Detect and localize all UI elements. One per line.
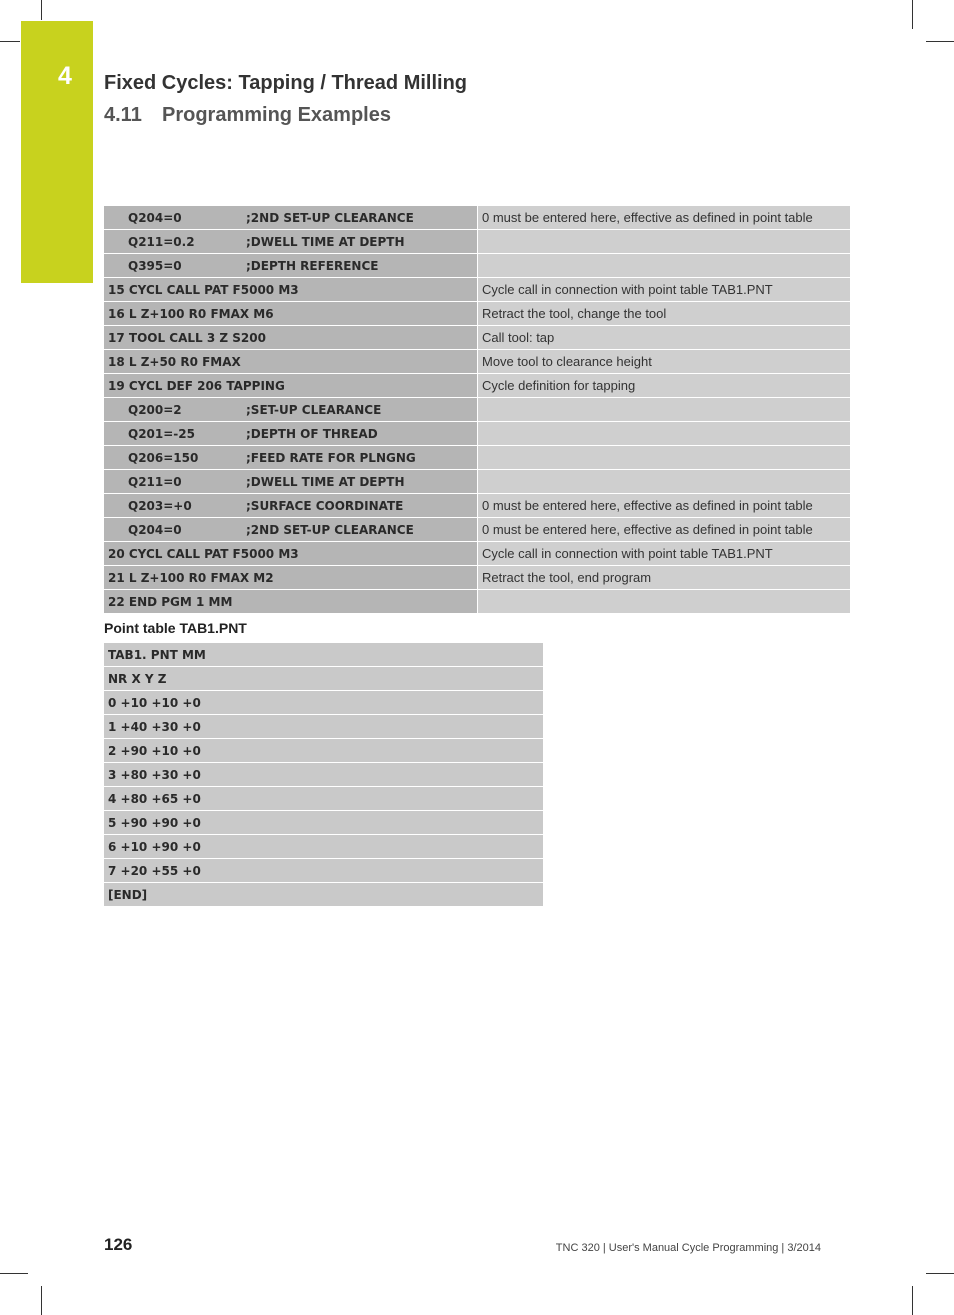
program-code-cell [104, 398, 477, 421]
program-row [104, 470, 850, 493]
program-description-cell [478, 470, 850, 493]
program-description-cell: Retract the tool, end program [478, 566, 850, 589]
program-row [104, 518, 850, 541]
point-table-heading: Point table TAB1.PNT [104, 620, 247, 636]
program-description-cell: 0 must be entered here, effective as defined in point table [478, 206, 850, 229]
nc-code: 20 CYCL CALL PAT F5000 M3 [108, 546, 299, 561]
chapter-number: 4 [58, 62, 72, 90]
program-code-cell [104, 374, 477, 397]
program-code-cell [104, 518, 477, 541]
crop-mark [0, 1273, 28, 1274]
program-description-cell: Cycle call in connection with point table TAB1.PNT [478, 278, 850, 301]
program-description-cell [478, 230, 850, 253]
program-row [104, 278, 850, 301]
program-row [104, 254, 850, 277]
nc-code: Q204=0 [128, 210, 182, 225]
program-code-cell [104, 566, 477, 589]
program-table [104, 206, 850, 614]
nc-code: Q201=-25 [128, 426, 195, 441]
program-description-cell: 0 must be entered here, effective as defined in point table [478, 494, 850, 517]
program-code-cell [104, 254, 477, 277]
program-code-cell [104, 494, 477, 517]
chapter-tab [21, 21, 93, 283]
crop-mark [912, 0, 913, 29]
nc-comment: ;FEED RATE FOR PLNGNG [246, 450, 416, 465]
program-description-cell [478, 254, 850, 277]
point-table-row: 0 +10 +10 +0 [104, 691, 543, 714]
crop-mark [926, 41, 954, 42]
program-description-cell: 0 must be entered here, effective as defined in point table [478, 518, 850, 541]
nc-code: 21 L Z+100 R0 FMAX M2 [108, 570, 274, 585]
nc-code: 15 CYCL CALL PAT F5000 M3 [108, 282, 299, 297]
nc-code: 19 CYCL DEF 206 TAPPING [108, 378, 285, 393]
point-table-row: 4 +80 +65 +0 [104, 787, 543, 810]
nc-comment: ;2ND SET-UP CLEARANCE [246, 210, 414, 225]
nc-code: Q204=0 [128, 522, 182, 537]
program-row [104, 326, 850, 349]
crop-mark [926, 1273, 954, 1274]
nc-code: 17 TOOL CALL 3 Z S200 [108, 330, 266, 345]
nc-code: Q206=150 [128, 450, 199, 465]
program-description-cell [478, 446, 850, 469]
program-description-cell: Cycle call in connection with point table TAB1.PNT [478, 542, 850, 565]
crop-mark [41, 1286, 42, 1315]
nc-code: Q200=2 [128, 402, 182, 417]
point-table-row: 2 +90 +10 +0 [104, 739, 543, 762]
program-code-cell [104, 302, 477, 325]
program-description-cell: Retract the tool, change the tool [478, 302, 850, 325]
program-code-cell [104, 206, 477, 229]
point-table-row: 6 +10 +90 +0 [104, 835, 543, 858]
program-row [104, 566, 850, 589]
nc-code: Q211=0.2 [128, 234, 195, 249]
nc-comment: ;DEPTH REFERENCE [246, 258, 379, 273]
program-code-cell [104, 350, 477, 373]
program-row [104, 350, 850, 373]
point-table [104, 643, 543, 907]
crop-mark [0, 41, 20, 42]
program-description-cell: Move tool to clearance height [478, 350, 850, 373]
program-code-cell [104, 278, 477, 301]
program-description-cell: Cycle definition for tapping [478, 374, 850, 397]
program-description-cell [478, 398, 850, 421]
nc-comment: ;SURFACE COORDINATE [246, 498, 404, 513]
nc-comment: ;SET-UP CLEARANCE [246, 402, 382, 417]
program-description-cell [478, 422, 850, 445]
program-row [104, 542, 850, 565]
program-row [104, 590, 850, 613]
program-row [104, 230, 850, 253]
page-number: 126 [104, 1235, 133, 1254]
nc-code: 18 L Z+50 R0 FMAX [108, 354, 241, 369]
footer-text: TNC 320 | User's Manual Cycle Programming | 3/2014 [555, 1242, 821, 1254]
program-row [104, 206, 850, 229]
program-code-cell [104, 326, 477, 349]
program-code-cell [104, 446, 477, 469]
point-table-row: 7 +20 +55 +0 [104, 859, 543, 882]
nc-comment: ;2ND SET-UP CLEARANCE [246, 522, 414, 537]
nc-code: Q203=+0 [128, 498, 192, 513]
section-title-text: Programming Examples [162, 104, 391, 126]
program-code-cell [104, 422, 477, 445]
point-table-row: NR X Y Z [104, 667, 543, 690]
nc-code: Q211=0 [128, 474, 182, 489]
nc-code: 16 L Z+100 R0 FMAX M6 [108, 306, 274, 321]
program-row [104, 494, 850, 517]
point-table-row: 3 +80 +30 +0 [104, 763, 543, 786]
program-description-cell [478, 590, 850, 613]
nc-code: 22 END PGM 1 MM [108, 594, 233, 609]
nc-comment: ;DWELL TIME AT DEPTH [246, 474, 405, 489]
program-code-cell [104, 590, 477, 613]
section-number: 4.11 [104, 104, 142, 126]
program-code-cell [104, 470, 477, 493]
nc-code: Q395=0 [128, 258, 182, 273]
nc-comment: ;DEPTH OF THREAD [246, 426, 378, 441]
point-table-row: 5 +90 +90 +0 [104, 811, 543, 834]
program-code-cell [104, 230, 477, 253]
point-table-row: 1 +40 +30 +0 [104, 715, 543, 738]
program-code-cell [104, 542, 477, 565]
point-table-row: TAB1. PNT MM [104, 643, 543, 666]
program-row [104, 398, 850, 421]
chapter-title: Fixed Cycles: Tapping / Thread Milling [104, 72, 468, 94]
section-title [104, 104, 391, 127]
program-row [104, 422, 850, 445]
point-table-row: [END] [104, 883, 543, 906]
crop-mark [41, 0, 42, 20]
crop-mark [912, 1286, 913, 1315]
nc-comment: ;DWELL TIME AT DEPTH [246, 234, 405, 249]
program-row [104, 446, 850, 469]
program-description-cell: Call tool: tap [478, 326, 850, 349]
program-row [104, 302, 850, 325]
program-row [104, 374, 850, 397]
